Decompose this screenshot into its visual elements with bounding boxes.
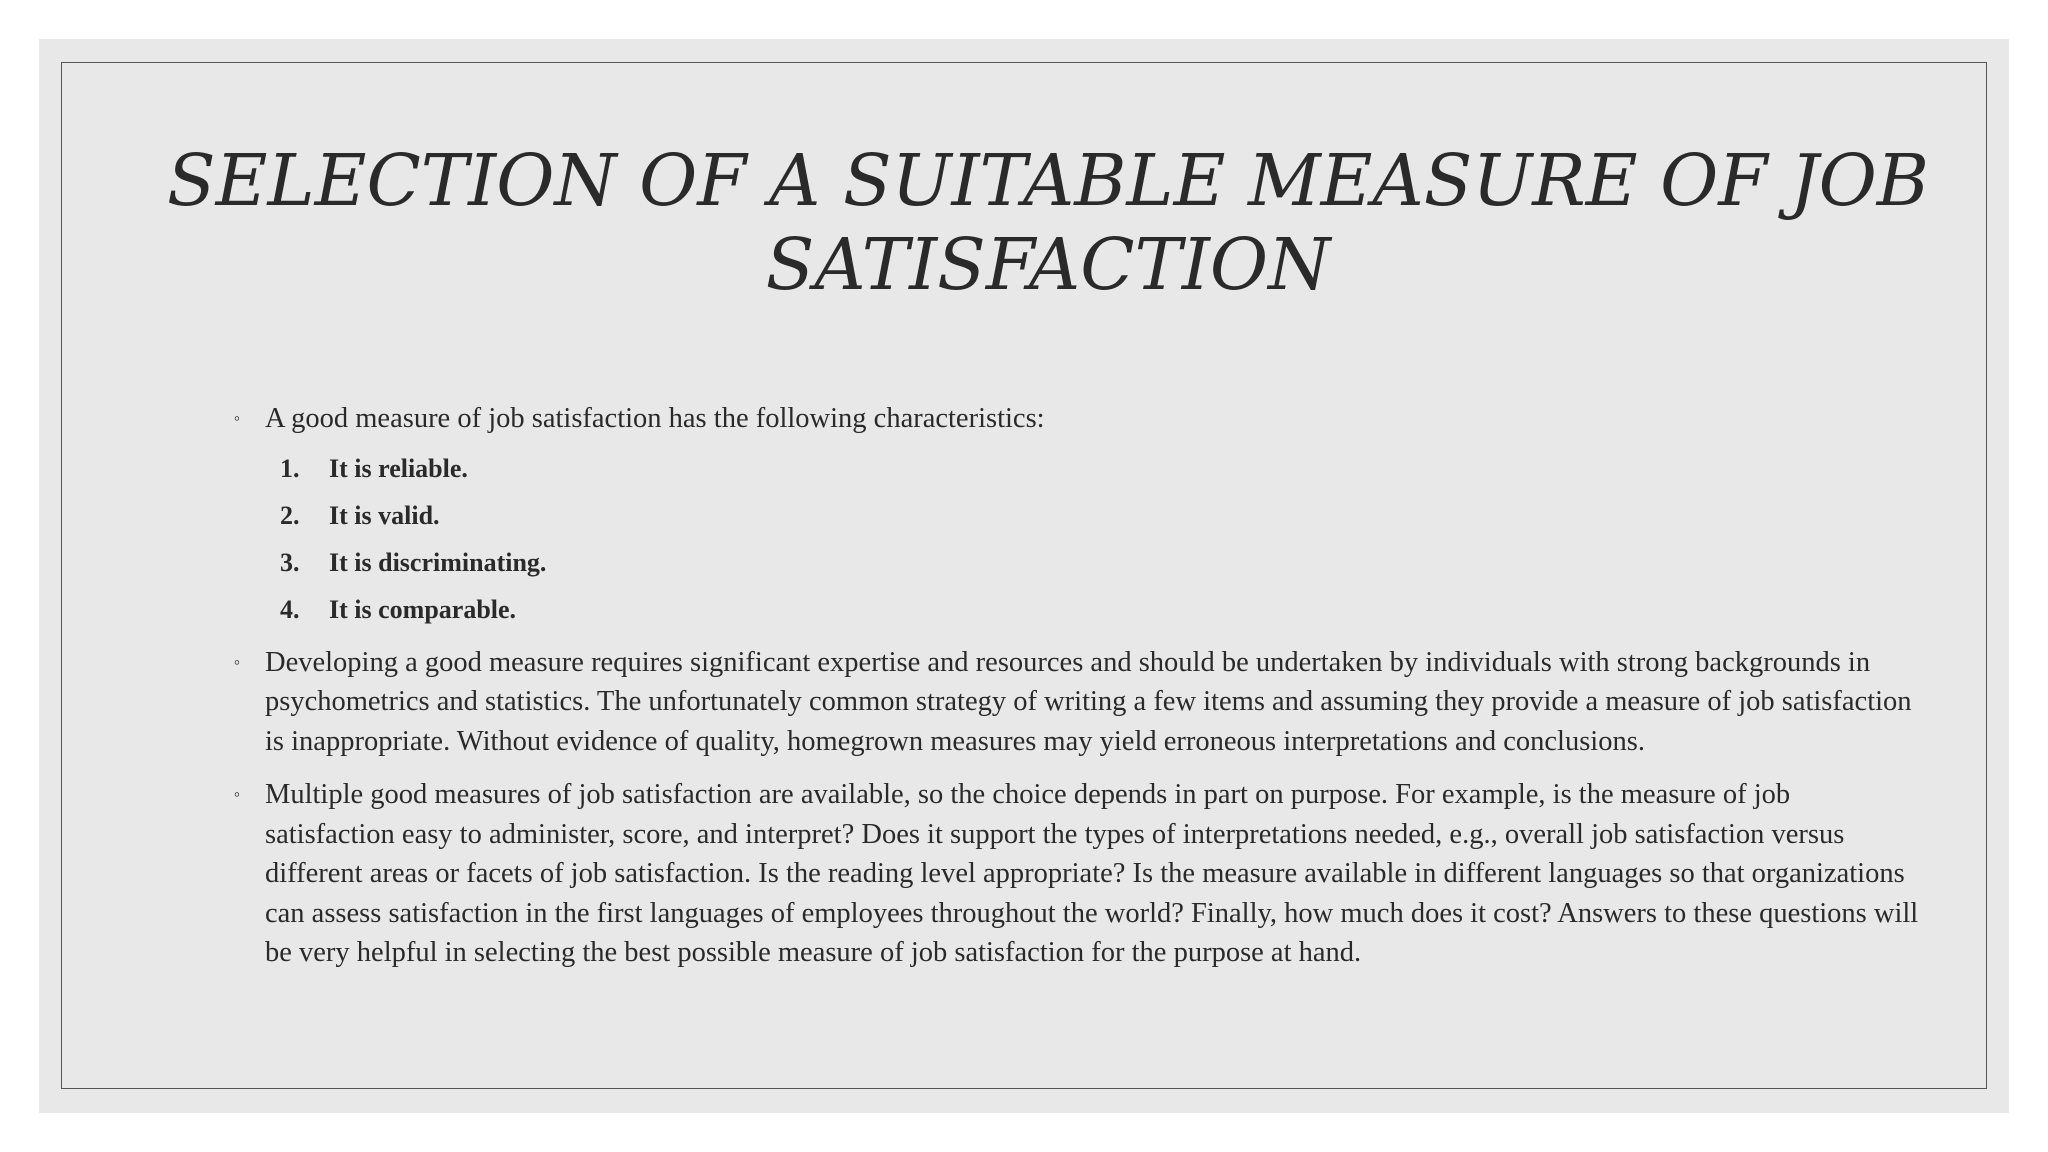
numbered-item [225,586,1925,633]
characteristics-list [225,445,1925,633]
item-number: 4. [280,594,300,624]
slide-title [139,139,1957,307]
bullet-text: Multiple good measures of job satisfaction are available, so the choice depends in part on purpose. For example, is the measure of job satisfaction easy to administer, score, and interpret? Does it support the types of interpretations needed, e.g., overall job satisfaction versus different areas or facets of job satisfaction. Is the reading level appropriate? Is the measure available in different languages so that organizations can assess satisfaction in the first languages of employees throughout the world? Finally, how much does it cost? Answers to these questions will be very helpful in selecting the best possible measure of job satisfaction for the purpose at hand. [265,779,1919,968]
slide-body [225,399,1925,973]
slide-title-line-1: SELECTION OF A SUITABLE MEASURE OF JOB [167,139,1929,222]
item-number: 1. [280,453,300,483]
bullet-circle-icon: ◦ [233,784,241,804]
bullet-item [225,399,1925,439]
slide-title-line-2: SATISFACTION [765,223,1331,306]
item-text: It is discriminating. [329,547,547,577]
item-text: It is reliable. [329,453,468,483]
bullet-text: Developing a good measure requires significant expertise and resources and should be undertaken by individuals with strong backgrounds in psychometrics and statistics. The unfortunately common strategy of writing a few items and assuming they provide a measure of job satisfaction is inappropriate. Without evidence of quality, homegrown measures may yield erroneous interpretations and conclusions. [265,646,1912,757]
item-number: 3. [280,547,300,577]
item-text: It is comparable. [329,594,517,624]
numbered-item [225,539,1925,586]
numbered-item [225,492,1925,539]
bullet-item [225,775,1925,973]
item-text: It is valid. [329,500,440,530]
bullet-circle-icon: ◦ [233,651,241,672]
bullet-circle-icon: ◦ [233,408,241,428]
slide [39,39,2009,1113]
bullet-text: A good measure of job satisfaction has the following characteristics: [265,403,1045,434]
item-number: 2. [280,500,300,530]
numbered-item [225,445,1925,492]
bullet-item [225,643,1925,762]
